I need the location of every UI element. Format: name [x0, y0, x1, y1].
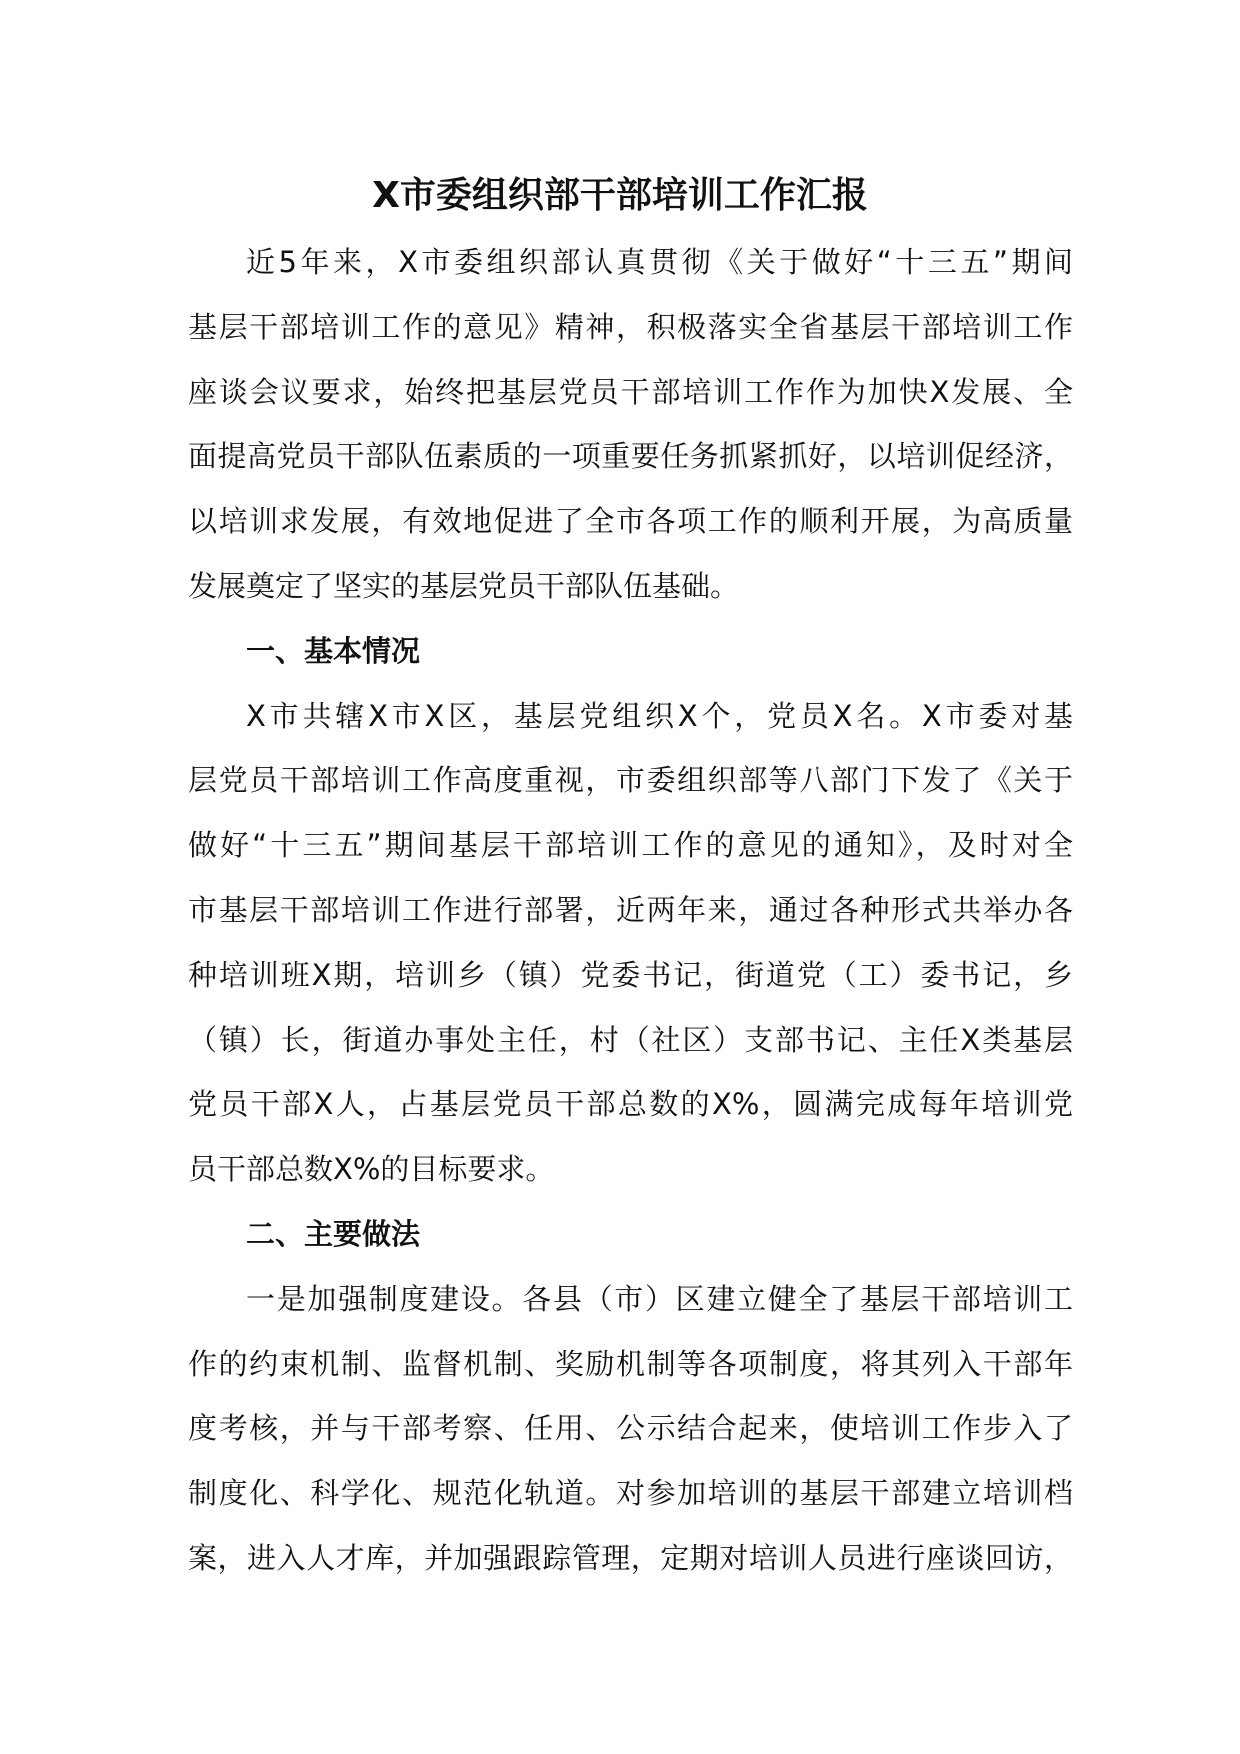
paragraph-line: 面提高党员干部队伍素质的一项重要任务抓紧抓好，以培训促经济， [188, 439, 1073, 474]
paragraph-line: 市基层干部培训工作进行部署，近两年来，通过各种形式共举办各 [188, 893, 1073, 927]
paragraph-line: （镇）长，街道办事处主任，村（社区）支部书记、主任X类基层 [188, 1022, 1073, 1057]
paragraph-line: 制度化、科学化、规范化轨道。对参加培训的基层干部建立培训档 [188, 1476, 1073, 1511]
paragraph-line: 座谈会议要求，始终把基层党员干部培训工作作为加快X发展、全 [188, 374, 1073, 409]
paragraph-line: 作的约束机制、监督机制、奖励机制等各项制度，将其列入干部年 [188, 1346, 1073, 1381]
section-heading: 一、基本情况 [246, 633, 421, 668]
document-title: X市委组织部干部培训工作汇报 [372, 175, 868, 216]
paragraph-line: 层党员干部培训工作高度重视，市委组织部等八部门下发了《关于 [188, 763, 1073, 798]
paragraph-line: 党员干部X人，占基层党员干部总数的X%，圆满完成每年培训党 [188, 1087, 1073, 1122]
section-heading: 二、主要做法 [246, 1217, 421, 1251]
paragraph-first-line: 一是加强制度建设。各县（市）区建立健全了基层干部培训工 [246, 1281, 1073, 1316]
paragraph-last-line: 发展奠定了坚实的基层党员干部队伍基础。 [188, 569, 740, 603]
paragraph-line: 以培训求发展，有效地促进了全市各项工作的顺利开展，为高质量 [188, 504, 1073, 539]
paragraph-line: 基层干部培训工作的意见》精神，积极落实全省基层干部培训工作 [188, 309, 1073, 344]
paragraph-first-line: 近5年来，X市委组织部认真贯彻《关于做好“十三五”期间 [246, 245, 1073, 279]
paragraph-first-line: X市共辖X市X区，基层党组织X个，党员X名。X市委对基 [246, 698, 1073, 733]
paragraph-line: 种培训班X期，培训乡（镇）党委书记，街道党（工）委书记，乡 [188, 957, 1073, 992]
paragraph-line: 度考核，并与干部考察、任用、公示结合起来，使培训工作步入了 [188, 1411, 1073, 1446]
paragraph-line: 案，进入人才库，并加强跟踪管理，定期对培训人员进行座谈回访， [188, 1541, 1073, 1575]
paragraph-last-line: 员干部总数X%的目标要求。 [188, 1152, 555, 1187]
paragraph-line: 做好“十三五”期间基层干部培训工作的意见的通知》，及时对全 [188, 828, 1073, 863]
